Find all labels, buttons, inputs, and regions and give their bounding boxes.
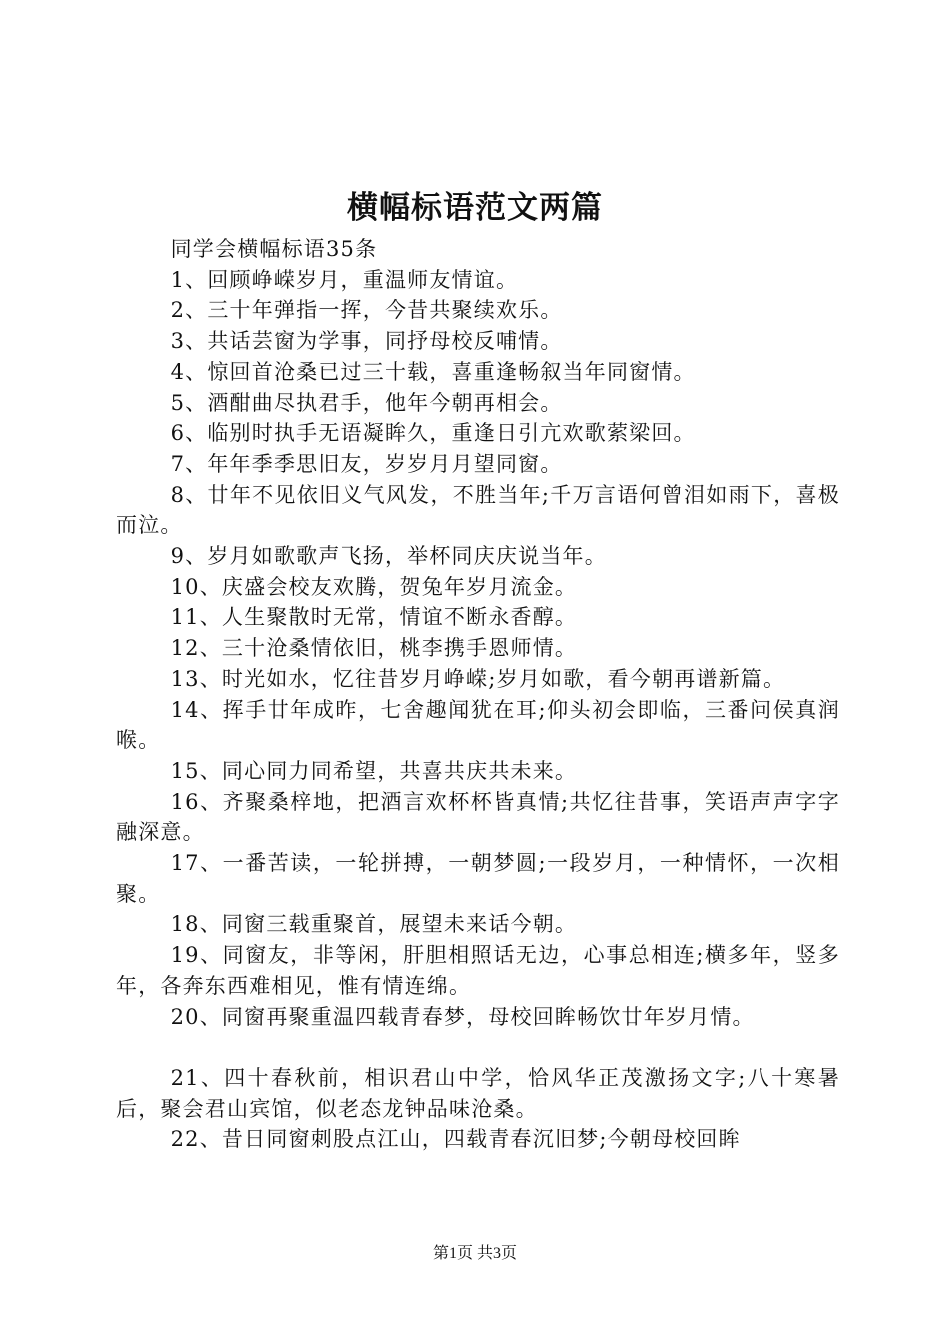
list-item: 16、齐聚桑梓地，把酒言欢杯杯皆真情;共忆往昔事，笑语声声字字融深意。 <box>116 789 840 845</box>
list-item: 10、庆盛会校友欢腾，贺兔年岁月流金。 <box>170 574 578 599</box>
list-item: 18、同窗三载重聚首，展望未来话今朝。 <box>170 912 578 937</box>
list-item: 17、一番苦读，一轮拼搏，一朝梦圆;一段岁月，一种情怀，一次相聚。 <box>116 851 840 906</box>
page-footer: 第1页 共3页 <box>432 1245 517 1262</box>
list-item: 20、同窗再聚重温四载青春梦，母校回眸畅饮廿年岁月情。 <box>170 1004 755 1029</box>
list-item: 19、同窗友，非等闲，肝胆相照话无边，心事总相连;横多年，竖多年，各奔东西难相见，惟有情连绵。 <box>116 943 840 998</box>
page-title: 横幅标语范文两篇 <box>347 190 603 226</box>
list-item: 5、酒酣曲尽执君手，他年今朝再相会。 <box>170 390 563 415</box>
list-item: 13、时光如水，忆往昔岁月峥嵘;岁月如歌，看今朝再谱新篇。 <box>170 666 786 691</box>
list-item: 9、岁月如歌歌声飞扬，举杯同庆庆说当年。 <box>170 544 607 569</box>
list-item: 8、廿年不见依旧义气风发，不胜当年;千万言语何曾泪如雨下，喜极而泣。 <box>116 482 840 538</box>
list-item: 7、年年季季思旧友，岁岁月月望同窗。 <box>170 451 563 476</box>
list-item: 12、三十沧桑情依旧，桃李携手恩师情。 <box>170 636 578 661</box>
paragraph-spacer <box>116 1032 840 1063</box>
list-heading: 同学会横幅标语35条 <box>170 237 378 261</box>
list-item: 14、挥手廿年成昨，七舍趣闻犹在耳;仰头初会即临，三番问侯真润喉。 <box>116 697 840 753</box>
list-item: 4、惊回首沧桑已过三十载，喜重逢畅叙当年同窗情。 <box>170 359 696 384</box>
list-item: 11、人生聚散时无常，情谊不断永香醇。 <box>170 605 578 630</box>
list-item: 21、四十春秋前，相识君山中学，恰风华正茂激扬文字;八十寒暑后，聚会君山宾馆，似老态龙钟品味沧桑。 <box>116 1065 840 1121</box>
list-item: 1、回顾峥嵘岁月，重温师友情谊。 <box>170 267 519 292</box>
list-item: 6、临别时执手无语凝眸久，重逢日引亢欢歌萦梁回。 <box>170 421 696 446</box>
document-body <box>116 234 840 1155</box>
list-item: 15、同心同力同希望，共喜共庆共未来。 <box>170 758 578 783</box>
list-item: 3、共话芸窗为学事，同抒母校反哺情。 <box>170 329 563 354</box>
list-item: 22、昔日同窗刺股点江山，四载青春沉旧梦;今朝母校回眸 <box>170 1127 741 1152</box>
list-item: 2、三十年弹指一挥，今昔共聚续欢乐。 <box>170 298 563 323</box>
